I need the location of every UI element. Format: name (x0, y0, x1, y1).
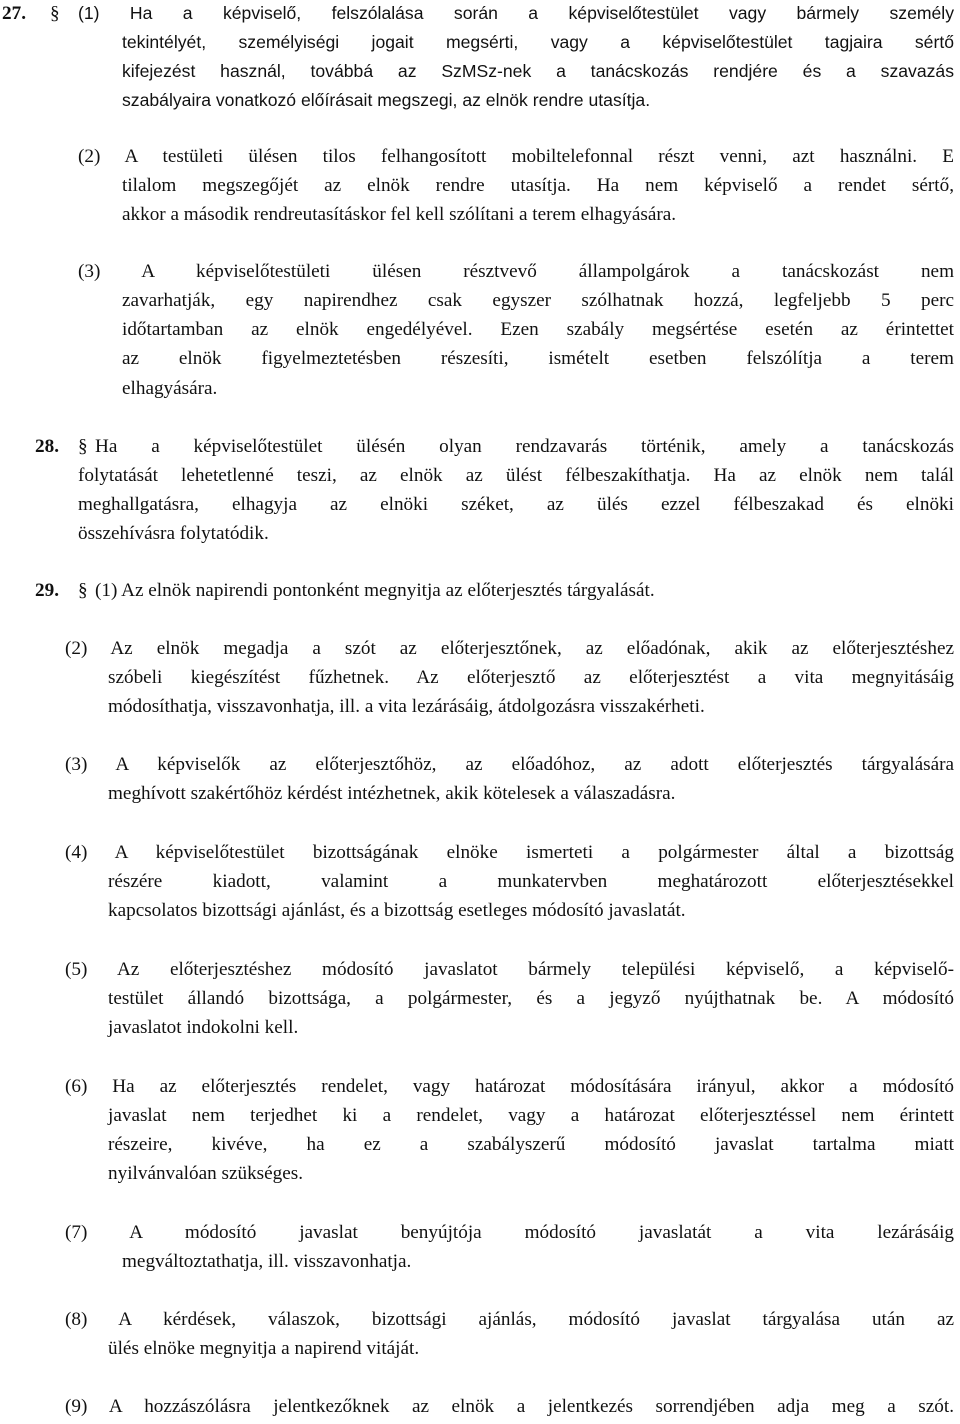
text-line: (1) Ha a képviselő, felszólalása során a képviselőtestület vagy bármely személy (78, 3, 954, 23)
section-28-paragraph-1-cont (78, 461, 954, 549)
section-27-paragraph-3 (78, 257, 954, 286)
section-27-paragraph-1 (78, 0, 954, 28)
text-line: (6) Ha az előterjesztés rendelet, vagy határozat módosítására irányul, akkor a módosító (65, 1076, 954, 1097)
section-29-paragraph-6 (65, 1072, 954, 1101)
section-29-paragraph-1 (95, 576, 954, 605)
text-line: (4) A képviselőtestület bizottságának elnöke ismerteti a polgármester által a bizottság (65, 842, 954, 863)
text-line: akkor a második rendreutasításkor fel kell szólítani a terem elhagyására. (122, 204, 677, 226)
text-line: időtartamban az elnök engedélyével. Ezen szabály megsértése esetén az érintettet (122, 319, 954, 341)
section-29-paragraph-5-cont (108, 984, 954, 1042)
text-line: ülés elnöke megnyitja a napirend vitáját. (108, 1338, 420, 1359)
text-line: Ha a képviselőtestület ülésén olyan rendzavarás történik, amely a tanácskozás (95, 436, 954, 457)
section-29-paragraph-5 (65, 955, 954, 984)
section-symbol-27: § (50, 3, 60, 24)
section-29-paragraph-7-cont (122, 1247, 954, 1276)
text-line: részeire, kivéve, ha ez a szabályszerű módosító javaslat tartalma miatt (108, 1134, 954, 1156)
text-line: meghallgatásra, elhagyja az elnöki széket, az ülés ezzel félbeszakad és elnöki (78, 494, 954, 516)
section-28-paragraph-1 (95, 432, 954, 461)
text-line: tilalom megszegőjét az elnök rendre utasítja. Ha nem képviselő a rendet sértő, (122, 175, 954, 196)
section-27-paragraph-3-cont (122, 286, 954, 403)
section-28-number: 28. (35, 436, 59, 457)
text-line: javaslatot indokolni kell. (108, 1017, 299, 1039)
text-line: szóbeli kiegészítést fűzhetnek. Az előterjesztő az előterjesztést a vita megnyitásáig (108, 667, 954, 688)
text-line: részére kiadott, valamint a munkatervben meghatározott előterjesztésekkel (108, 871, 954, 892)
section-symbol-28: § (78, 436, 88, 457)
section-29-paragraph-3 (65, 750, 954, 779)
section-29-paragraph-4-cont (108, 867, 954, 925)
text-line: zavarhatják, egy napirendhez csak egyszer szólhatnak hozzá, legfeljebb 5 perc (122, 290, 954, 311)
section-29-number: 29. (35, 580, 59, 601)
text-line: javaslat nem terjedhet ki a rendelet, vagy a határozat előterjesztéssel nem érintett (108, 1105, 954, 1126)
text-line: meghívott szakértőhöz kérdést intézhetnek, akik kötelesek a válaszadásra. (108, 783, 676, 804)
text-line: folytatását lehetetlenné teszi, az elnök az ülést félbeszakíthatja. Ha az elnök nem talál (78, 465, 954, 486)
section-29-paragraph-4 (65, 838, 954, 867)
section-29-paragraph-2 (65, 634, 954, 663)
text-line: (2) Az elnök megadja a szót az előterjesztőnek, az előadónak, akik az előterjesztéshez (65, 638, 954, 659)
text-line: (9) A hozzászólásra jelentkezőknek az elnök a jelentkezés sorrendjében adja meg a szót. (65, 1396, 954, 1417)
section-27-paragraph-1-cont (122, 28, 954, 116)
section-27-paragraph-2-cont (122, 171, 954, 229)
text-line: megváltoztathatja, ill. visszavonhatja. (122, 1251, 412, 1272)
section-29-paragraph-6-cont (108, 1101, 954, 1189)
section-29-paragraph-9 (65, 1392, 954, 1421)
text-line: (3) A képviselőtestületi ülésen résztvevő állampolgárok a tanácskozást nem (78, 261, 954, 282)
text-line: (3) A képviselők az előterjesztőhöz, az előadóhoz, az adott előterjesztés tárgyalására (65, 754, 954, 775)
section-29-paragraph-8-cont (108, 1334, 954, 1363)
section-27-paragraph-2 (78, 142, 954, 171)
section-29-paragraph-8 (65, 1305, 954, 1334)
text-line: módosíthatja, visszavonhatja, ill. a vita lezárásáig, átdolgozásra visszakérheti. (108, 696, 705, 718)
section-27-number: 27. (2, 3, 26, 24)
section-29-paragraph-2-cont (108, 663, 954, 721)
text-line: szabályaira vonatkozó előírásait megszegi, az elnök rendre utasítja. (122, 90, 651, 111)
text-line: (1) Az elnök napirendi pontonként megnyitja az előterjesztés tárgyalását. (95, 580, 655, 601)
text-line: kapcsolatos bizottsági ajánlást, és a bizottság esetleges módosító javaslatát. (108, 900, 686, 922)
section-29-paragraph-7 (65, 1218, 954, 1247)
text-line: (8) A kérdések, válaszok, bizottsági ajánlás, módosító javaslat tárgyalása után az (65, 1309, 954, 1330)
text-line: (5) Az előterjesztéshez módosító javaslatot bármely települési képviselő, a képviselő- (65, 959, 954, 980)
text-line: tekintélyét, személyiségi jogait megsérti, vagy a képviselőtestület tagjaira sértő (122, 32, 954, 52)
text-line: nyilvánvalóan szükséges. (108, 1163, 304, 1185)
text-line: összehívásra folytatódik. (78, 523, 269, 545)
text-line: (7) A módosító javaslat benyújtója módosító javaslatát a vita lezárásáig (65, 1222, 954, 1243)
text-line: (2) A testületi ülésen tilos felhangosított mobiltelefonnal részt venni, azt használni. E (78, 146, 954, 167)
text-line: az elnök figyelmeztetésben részesíti, ismételt esetben felszólítja a terem (122, 348, 954, 370)
text-line: kifejezést használ, továbbá az SzMSz-nek a tanácskozás rendjére és a szavazás (122, 61, 954, 82)
text-line: testület állandó bizottsága, a polgármester, és a jegyző nyújthatnak be. A módosító (108, 988, 954, 1009)
text-line: elhagyására. (122, 377, 218, 399)
section-symbol-29: § (78, 580, 88, 601)
section-29-paragraph-3-cont (108, 779, 954, 808)
